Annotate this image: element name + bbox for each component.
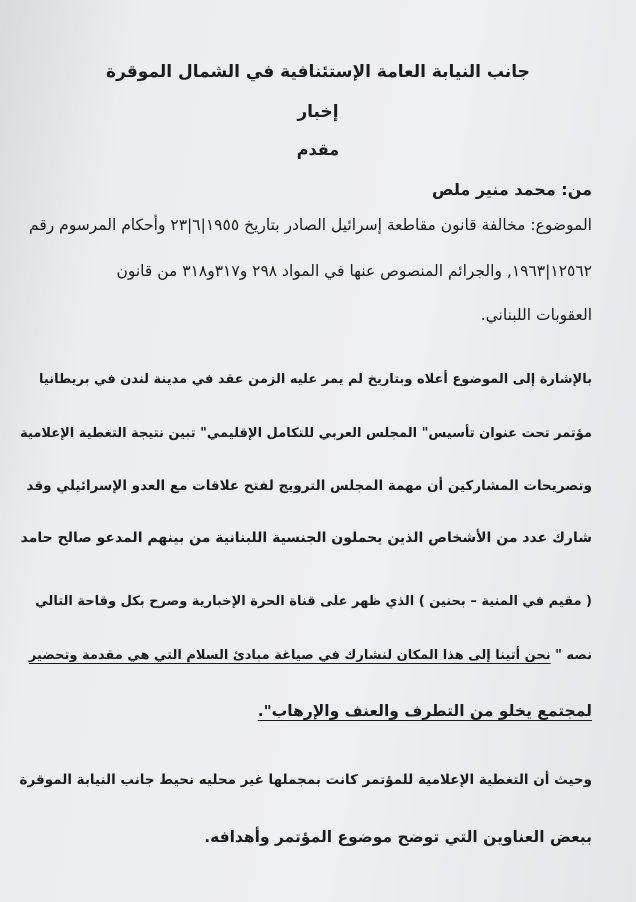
body-line: وحيث أن التغطية الإعلامية للمؤتمر كانت بمجملها غير محليه نحيط جانب النيابة الموقرة (19, 772, 592, 788)
quote-line (29, 648, 592, 663)
subject-line-2: ١٢٥٦٢|١٩٦٣, والجرائم المنصوص عنها في المواد ٢٩٨ و٣١٧و٣١٨ من قانون (116, 262, 592, 280)
body-line: وتصريحات المشاركين أن مهمة المجلس الترويج لفتح علاقات مع العدو الإسرائيلي وقد (26, 478, 592, 494)
body-line: بالإشارة إلى الموضوع أعلاه وبتاريخ لم يمر عليه الزمن عقد في مدينة لندن في بريطانيا (39, 372, 592, 387)
body-line: مؤتمر تحت عنوان تأسيس" المجلس العربي للتكامل الإقليمي" تبين نتيجة التغطية الإعلامية (20, 426, 592, 441)
presented-label: مقدم (296, 140, 340, 159)
quote-prefix: نصه " (550, 648, 592, 663)
subject-line-3: العقوبات اللبناني. (480, 306, 592, 324)
document-type: إخبار (297, 102, 339, 122)
subject-line-1: الموضوع: مخالفة قانون مقاطعة إسرائيل الصادر بتاريخ ١٩٥٥|٦|٢٣ وأحكام المرسوم رقم (29, 216, 592, 234)
body-line: شارك عدد من الأشخاص الذين يحملون الجنسية اللبنانية من بينهم المدعو صالح حامد (20, 530, 592, 546)
body-line: ( مقيم في المنية – بحنين ) الذي ظهر على قناة الحرة الإخبارية وصرح بكل وقاحة التالي (35, 594, 592, 609)
quote-text: نحن أتينا إلى هذا المكان لنشارك في صياغة مبادئ السلام التي هي مقدمة وتحضير (28, 648, 551, 663)
quote-line-end: لمجتمع يخلو من التطرف والعنف والإرهاب". (257, 702, 592, 720)
from-line: من: محمد منير ملص (431, 180, 592, 199)
addressee-title: جانب النيابة العامة الإستئنافية في الشمال الموقرة (106, 62, 530, 82)
body-line: ببعض العناوين التي توضح موضوع المؤتمر وأهدافه. (204, 828, 592, 846)
